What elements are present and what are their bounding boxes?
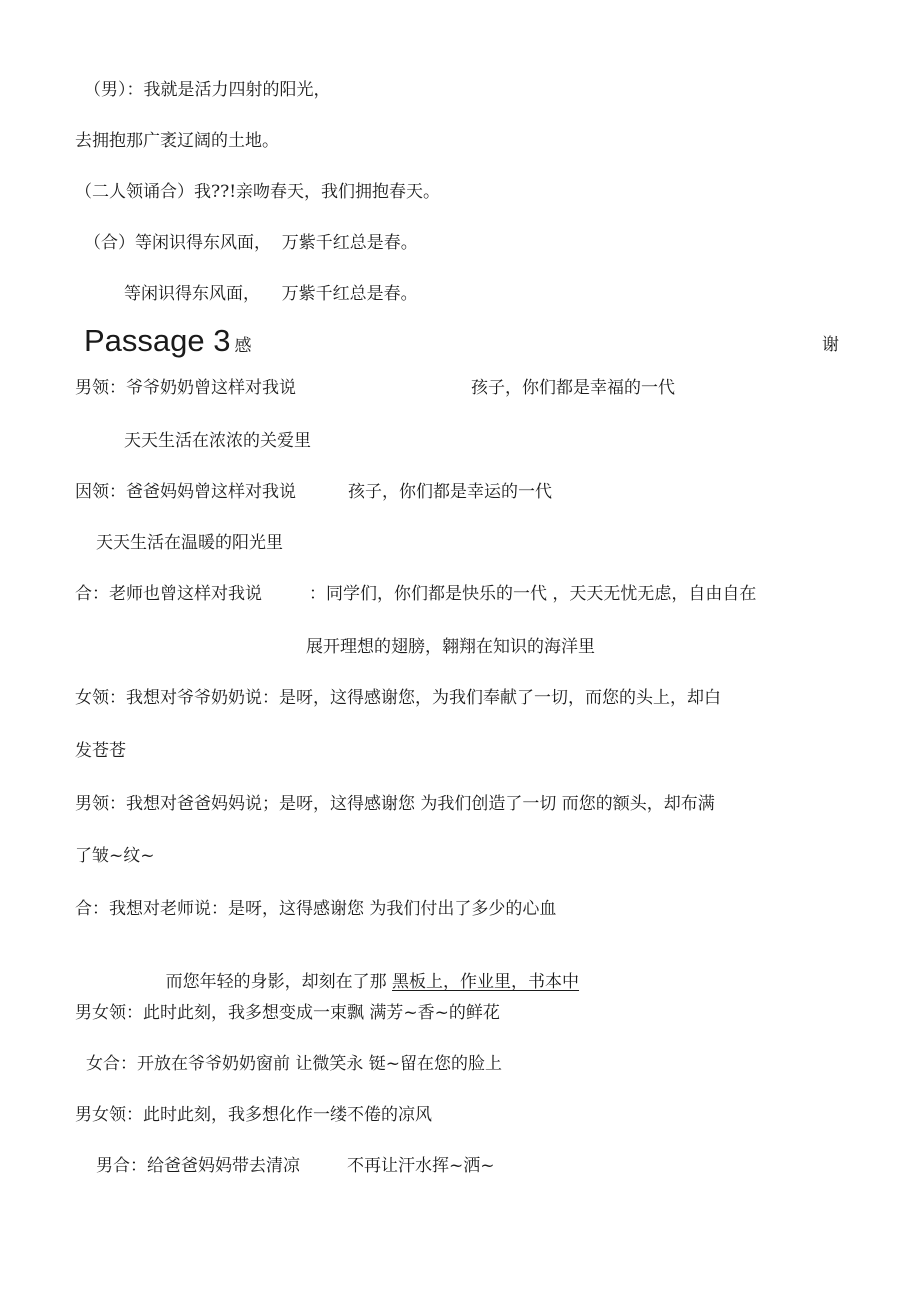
poem-line: 天天生活在温暖的阳光里 — [96, 533, 283, 553]
poem-line: 男领：我想对爸爸妈妈说；是呀，这得感谢您 为我们创造了一切 而您的额头，却布满 — [75, 794, 715, 814]
poem-line: 男女领：此时此刻，我多想变成一束飘 满芳~香~的鲜花 — [75, 1003, 500, 1023]
poem-line: 女合：开放在爷爷奶奶窗前 让微笑永 铤~留在您的脸上 — [86, 1054, 503, 1074]
poem-line: 男合：给爸爸妈妈带去清凉 — [96, 1156, 300, 1176]
poem-line: 合：老师也曾这样对我说 — [75, 584, 262, 604]
poem-line: 合：我想对老师说：是呀，这得感谢您 为我们付出了多少的心血 — [75, 899, 557, 919]
poem-line: （男）：我就是活力四射的阳光， — [84, 80, 331, 100]
poem-line: 孩子，你们都是幸福的一代 — [471, 378, 675, 398]
poem-line: 不再让汗水挥~洒~ — [347, 1156, 495, 1176]
poem-line: 等闲识得东风面， 万紫千红总是春。 — [124, 284, 418, 304]
poem-line: 去拥抱那广袤辽阔的土地。 — [75, 131, 279, 151]
poem-line: （合）等闲识得东风面， 万紫千红总是春。 — [84, 233, 418, 253]
passage-title: Passage 3 — [84, 323, 231, 358]
poem-line: 男女领：此时此刻，我多想化作一缕不倦的凉风 — [75, 1105, 432, 1125]
poem-line: 女领：我想对爷爷奶奶说：是呀，这得感谢您，为我们奉献了一切，而您的头上，却白 — [75, 688, 721, 708]
passage-title-tail: 谢 — [822, 335, 839, 355]
poem-line: 发苍苍 — [75, 741, 126, 761]
poem-line: （二人领诵合）我??!亲吻春天，我们拥抱春天。 — [75, 182, 441, 202]
passage-heading — [84, 322, 252, 360]
poem-line: 了皱~纹~ — [75, 846, 155, 866]
poem-line: 孩子，你们都是幸运的一代 — [348, 482, 552, 502]
poem-line-text: 而您年轻的身影，却刻在了那 — [165, 972, 393, 992]
poem-line: 展开理想的翅膀，翱翔在知识的海洋里 — [306, 637, 595, 657]
poem-line: 天天生活在浓浓的关爱里 — [124, 431, 311, 451]
underlined-phrase: 黑板上，作业里，书本中 — [392, 972, 580, 992]
poem-line: 男领：爷爷奶奶曾这样对我说 — [75, 378, 296, 398]
poem-line: 因领：爸爸妈妈曾这样对我说 — [75, 482, 296, 502]
poem-line: ：同学们，你们都是快乐的一代 ，天天无忧无虑，自由自在 — [309, 584, 757, 604]
passage-title-char: 感 — [234, 336, 252, 356]
